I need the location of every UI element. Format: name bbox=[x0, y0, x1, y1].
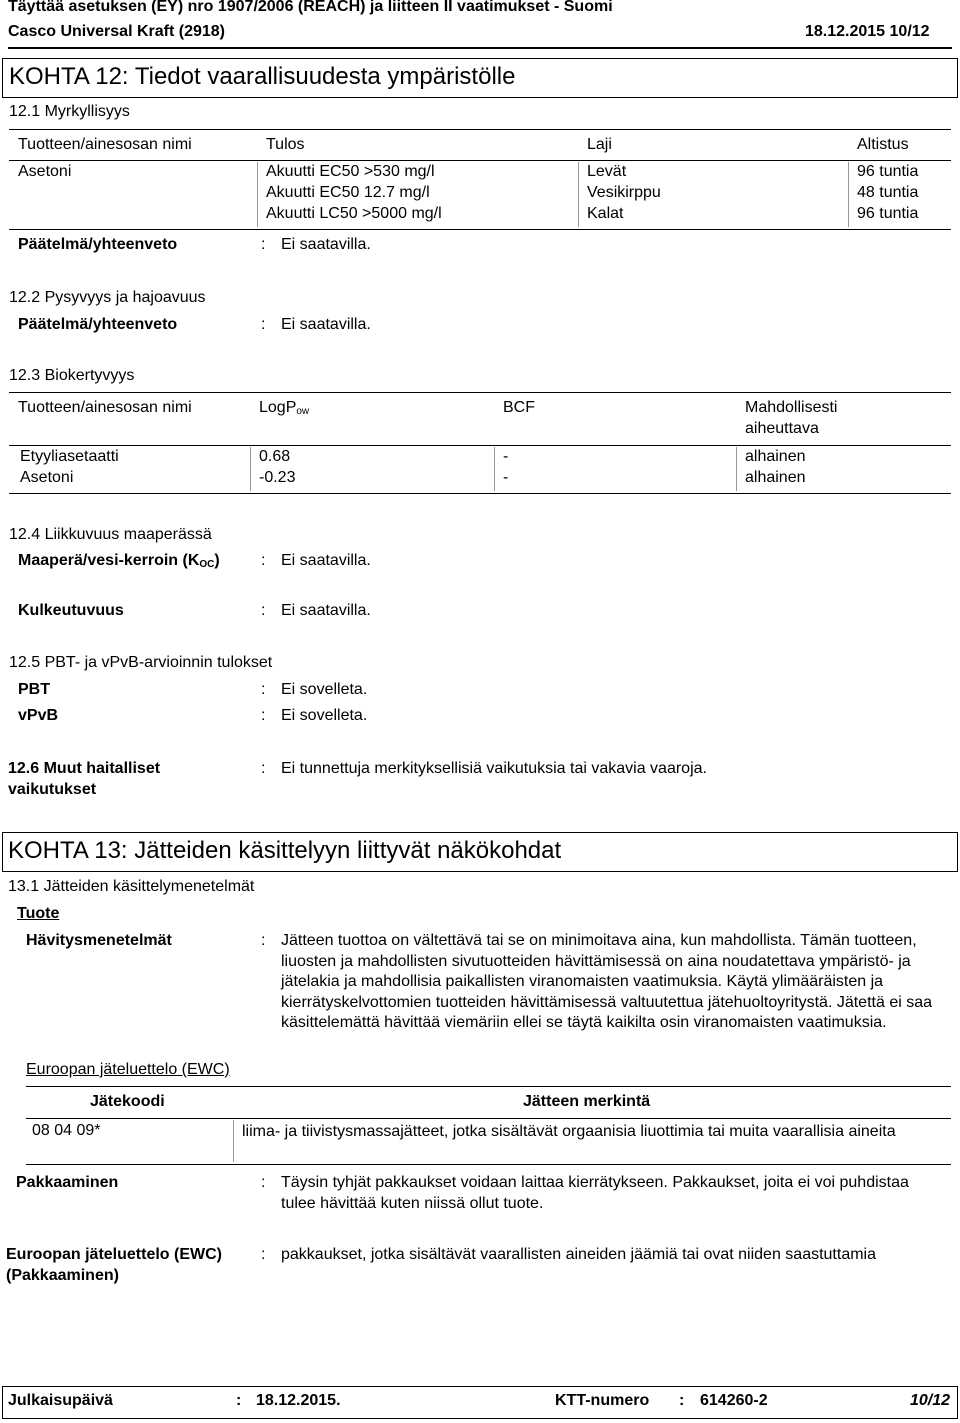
ewc-packaging-text: pakkaukset, jotka sisältävät vaarallisten aineiden jäämiä tai ovat niiden saastuttamia bbox=[281, 1246, 876, 1263]
bio-table-bottom bbox=[9, 493, 951, 494]
bio-row-logp: 0.68 bbox=[259, 448, 291, 465]
bio-col-potential: aiheuttava bbox=[745, 420, 819, 437]
tox-row-result: Akuutti EC50 >530 mg/l bbox=[266, 163, 435, 180]
colon: : bbox=[261, 602, 266, 619]
ktt-label: KTT-numero bbox=[555, 1392, 650, 1409]
colon: : bbox=[261, 681, 266, 698]
colon: : bbox=[261, 316, 266, 333]
product-label: Tuote bbox=[17, 905, 60, 922]
koc-label: Maaperä/vesi-kerroin $(K_{OC})$ bbox=[18, 552, 220, 570]
publication-date: 18.12.2015. bbox=[256, 1392, 341, 1409]
vpvb-label: vPvB bbox=[18, 707, 59, 724]
pbt-label: PBT bbox=[18, 681, 50, 698]
colon: : bbox=[261, 552, 266, 569]
ewc-packaging-label: Euroopan jäteluettelo (EWC) bbox=[6, 1246, 222, 1263]
bio-col-divider bbox=[250, 447, 251, 491]
tox-col-species: Laji bbox=[587, 136, 612, 153]
colon: : bbox=[679, 1392, 685, 1409]
tox-col-divider bbox=[578, 162, 579, 227]
ktt-value: 614260-2 bbox=[700, 1392, 768, 1409]
tox-row-species: Kalat bbox=[587, 205, 624, 222]
packaging-text: Täysin tyhjät pakkaukset voidaan laittaa kierrätykseen. Pakkaukset, joita ei voi puhdistaa tulee hävittää kuten niissä ollut tuote. bbox=[281, 1174, 909, 1212]
section-13-title: KOHTA 13: Jätteiden käsittelyyn liittyvät näkökohdat bbox=[8, 837, 562, 864]
colon: : bbox=[261, 236, 266, 253]
toxicity-heading: 12.1 Myrkyllisyys bbox=[9, 103, 130, 120]
tox-col-divider bbox=[257, 162, 258, 227]
tox-header-divider bbox=[9, 160, 951, 161]
tox-col-exposure: Altistus bbox=[857, 136, 909, 153]
persistence-conclusion-value: Ei saatavilla. bbox=[281, 316, 371, 333]
colon: : bbox=[261, 760, 266, 777]
pbt-value: Ei sovelleta. bbox=[281, 681, 368, 698]
waste-methods-heading: 13.1 Jätteiden käsittelymenetelmät bbox=[8, 878, 255, 895]
ewc-packaging-label: (Pakkaaminen) bbox=[6, 1267, 119, 1284]
transport-label: Kulkeutuvuus bbox=[18, 602, 124, 619]
bio-col-logp: LogP$_{ow}$ bbox=[259, 399, 310, 417]
date-page: 18.12.2015 10/12 bbox=[805, 23, 930, 40]
bio-row-bcf: - bbox=[503, 469, 509, 486]
koc-value: Ei saatavilla. bbox=[281, 552, 371, 569]
tox-col-result: Tulos bbox=[266, 136, 305, 153]
bio-col-divider bbox=[736, 447, 737, 491]
tox-row-result: Akuutti LC50 >5000 mg/l bbox=[266, 205, 442, 222]
colon: : bbox=[261, 932, 266, 949]
page-number: 10/12 bbox=[910, 1392, 951, 1409]
bio-col-potential: Mahdollisesti bbox=[745, 399, 838, 416]
disposal-label: Hävitysmenetelmät bbox=[26, 932, 172, 949]
tox-col-divider bbox=[848, 162, 849, 227]
footer-box bbox=[2, 1386, 958, 1419]
tox-conclusion-label: Päätelmä/yhteenveto bbox=[18, 236, 178, 253]
other-effects-value: Ei tunnettuja merkityksellisiä vaikutuksia tai vakavia vaaroja. bbox=[281, 760, 707, 777]
vpvb-value: Ei sovelleta. bbox=[281, 707, 368, 724]
tox-row-species: Levät bbox=[587, 163, 627, 180]
bio-col-divider bbox=[494, 447, 495, 491]
ewc-col-mark: Jätteen merkintä bbox=[523, 1093, 651, 1110]
ewc-col-divider bbox=[233, 1120, 234, 1162]
bio-row-potential: alhainen bbox=[745, 448, 806, 465]
other-effects-label: 12.6 Muut haitalliset bbox=[8, 760, 161, 777]
bio-header-divider bbox=[9, 445, 951, 446]
bio-row-bcf: - bbox=[503, 448, 509, 465]
product-name: Casco Universal Kraft (2918) bbox=[8, 23, 225, 40]
tox-row-exposure: 48 tuntia bbox=[857, 184, 919, 201]
bio-col-bcf: BCF bbox=[503, 399, 535, 416]
tox-row-species: Vesikirppu bbox=[587, 184, 661, 201]
tox-col-name: Tuotteen/ainesosan nimi bbox=[18, 136, 192, 153]
bioaccumulation-heading: 12.3 Biokertyvyys bbox=[9, 367, 135, 384]
bio-table-top bbox=[9, 392, 951, 393]
tox-conclusion-value: Ei saatavilla. bbox=[281, 236, 371, 253]
persistence-heading: 12.2 Pysyvyys ja hajoavuus bbox=[9, 289, 206, 306]
ewc-header-divider bbox=[26, 1118, 951, 1119]
bio-row-potential: alhainen bbox=[745, 469, 806, 486]
tox-table-bottom bbox=[9, 229, 951, 230]
ewc-col-code: Jätekoodi bbox=[90, 1093, 165, 1110]
header-divider bbox=[8, 47, 952, 49]
bio-row-name: Asetoni bbox=[20, 469, 74, 486]
section-12-title: KOHTA 12: Tiedot vaarallisuudesta ympäristölle bbox=[9, 63, 516, 90]
publication-label: Julkaisupäivä bbox=[8, 1392, 113, 1409]
bio-col-name: Tuotteen/ainesosan nimi bbox=[18, 399, 192, 416]
other-effects-label: vaikutukset bbox=[8, 781, 97, 798]
colon: : bbox=[261, 1174, 266, 1191]
ewc-table-top bbox=[26, 1086, 951, 1087]
ewc-table-bottom bbox=[26, 1164, 951, 1165]
tox-row-exposure: 96 tuntia bbox=[857, 205, 919, 222]
tox-row-result: Akuutti EC50 12.7 mg/l bbox=[266, 184, 430, 201]
transport-value: Ei saatavilla. bbox=[281, 602, 371, 619]
ewc-code: 08 04 09* bbox=[32, 1122, 101, 1139]
ewc-mark: liima- ja tiivistysmassajätteet, jotka sisältävät orgaanisia liuottimia tai muita vaarallisia aineita bbox=[242, 1123, 896, 1140]
colon: : bbox=[236, 1392, 242, 1409]
tox-table-top bbox=[9, 129, 951, 130]
persistence-conclusion-label: Päätelmä/yhteenveto bbox=[18, 316, 178, 333]
packaging-label: Pakkaaminen bbox=[16, 1174, 119, 1191]
pbt-heading: 12.5 PBT- ja vPvB-arvioinnin tulokset bbox=[9, 654, 273, 671]
colon: : bbox=[261, 707, 266, 724]
ewc-label: Euroopan jäteluettelo (EWC) bbox=[26, 1061, 230, 1078]
tox-row-name: Asetoni bbox=[18, 163, 72, 180]
tox-row-exposure: 96 tuntia bbox=[857, 163, 919, 180]
mobility-heading: 12.4 Liikkuvuus maaperässä bbox=[9, 526, 212, 543]
regulation-title: Täyttää asetuksen (EY) nro 1907/2006 (REACH) ja liitteen II vaatimukset - Suomi bbox=[8, 0, 613, 15]
disposal-text: Jätteen tuottoa on vältettävä tai se on minimoitava aina, kun mahdollista. Tämän tuotteen, liuosten ja mahdollisten sivutuotteiden hävittämisessä on aina noudatettava ympäristö- ja jätelakia ja mahdollisia paikallisten viranomaisten vaatimuksia. Käytä ylimääräisten ja kierrätyskelvottomien tuotteiden hävittämisessä valtuutettua jätehuoltoyritystä. Jätettä ei saa käsittelemättä hävittää viemäriin ellei se täytä kaikilta osin viranomaisten vaatimuksia. bbox=[281, 932, 933, 1031]
colon: : bbox=[261, 1246, 266, 1263]
bio-row-name: Etyyliasetaatti bbox=[20, 448, 119, 465]
bio-row-logp: -0.23 bbox=[259, 469, 296, 486]
